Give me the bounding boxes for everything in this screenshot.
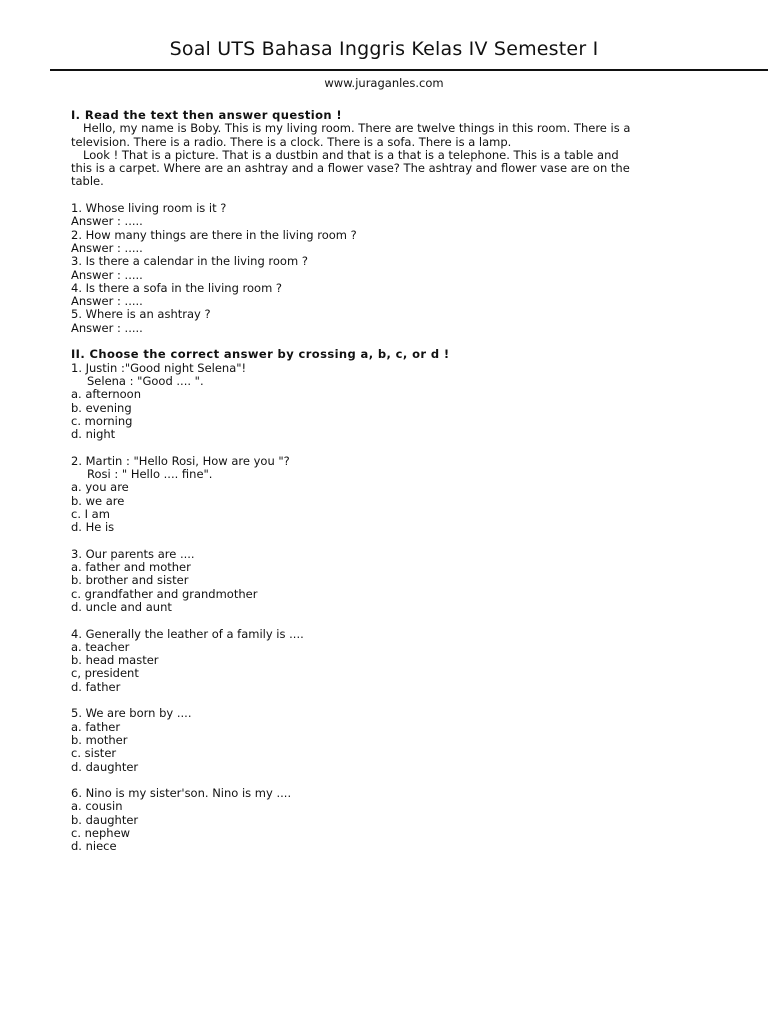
answer-option[interactable]: b. head master (71, 653, 159, 668)
passage-line: Hello, my name is Boby. This is my living room. There are twelve things in this room. There is a (83, 121, 631, 136)
question-text: 4. Generally the leather of a family is .... (71, 626, 304, 641)
passage-line: this is a carpet. Where are an ashtray and a flower vase? The ashtray and flower vase are on the (71, 161, 630, 176)
page-title: Soal UTS Bahasa Inggris Kelas IV Semester I (169, 38, 599, 60)
section1-heading: I. Read the text then answer question ! (71, 108, 343, 122)
title-divider (50, 69, 768, 71)
answer-option[interactable]: c. I am (71, 506, 110, 521)
answer-blank: Answer : ..... (71, 294, 143, 309)
answer-option[interactable]: d. father (71, 679, 121, 694)
question-text: 2. Martin : "Hello Rosi, How are you "? (71, 453, 290, 468)
passage-line: table. (71, 174, 104, 189)
answer-option[interactable]: a. afternoon (71, 387, 142, 402)
answer-option[interactable]: a. father and mother (71, 560, 191, 575)
answer-option[interactable]: c. sister (71, 746, 117, 761)
question-text: 3. Is there a calendar in the living room ? (71, 254, 308, 269)
answer-option[interactable]: c. grandfather and grandmother (71, 586, 258, 601)
question-text: 6. Nino is my sister'son. Nino is my .... (71, 786, 292, 801)
answer-blank: Answer : ..... (71, 267, 143, 282)
answer-option[interactable]: a. you are (71, 480, 129, 495)
answer-option[interactable]: b. brother and sister (71, 573, 189, 588)
answer-option[interactable]: d. uncle and aunt (71, 599, 172, 614)
answer-option[interactable]: d. daughter (71, 759, 139, 774)
question-text: 4. Is there a sofa in the living room ? (71, 280, 283, 295)
answer-option[interactable]: c. nephew (71, 826, 131, 841)
website-url: www.juraganles.com (324, 76, 444, 90)
question-text: 1. Whose living room is it ? (71, 201, 227, 216)
answer-option[interactable]: b. daughter (71, 812, 139, 827)
question-text: Rosi : " Hello .... fine". (87, 467, 213, 482)
answer-option[interactable]: b. we are (71, 493, 125, 508)
answer-option[interactable]: a. teacher (71, 639, 130, 654)
answer-blank: Answer : ..... (71, 214, 143, 229)
answer-option[interactable]: d. night (71, 427, 116, 442)
question-text: Selena : "Good .... ". (87, 373, 204, 388)
answer-option[interactable]: c. morning (71, 413, 133, 428)
answer-option[interactable]: b. mother (71, 732, 128, 747)
answer-option[interactable]: d. He is (71, 520, 115, 535)
answer-blank: Answer : ..... (71, 320, 143, 335)
section2-heading: II. Choose the correct answer by crossing a, b, c, or d ! (71, 347, 450, 362)
question-text: 2. How many things are there in the living room ? (71, 227, 357, 242)
question-text: 3. Our parents are .... (71, 546, 195, 561)
question-text: 5. Where is an ashtray ? (71, 307, 211, 322)
passage-line: Look ! That is a picture. That is a dustbin and that is a that is a telephone. This is a table and (83, 147, 619, 162)
answer-option[interactable]: c, president (71, 666, 139, 681)
answer-option[interactable]: a. cousin (71, 799, 123, 814)
answer-option[interactable]: b. evening (71, 400, 132, 415)
answer-blank: Answer : ..... (71, 240, 143, 255)
answer-option[interactable]: d. niece (71, 839, 117, 854)
answer-option[interactable]: a. father (71, 719, 121, 734)
question-text: 1. Justin :"Good night Selena"! (71, 360, 247, 375)
exam-content (71, 109, 701, 854)
passage-line: television. There is a radio. There is a clock. There is a sofa. There is a lamp. (71, 134, 512, 149)
question-text: 5. We are born by .... (71, 706, 192, 721)
